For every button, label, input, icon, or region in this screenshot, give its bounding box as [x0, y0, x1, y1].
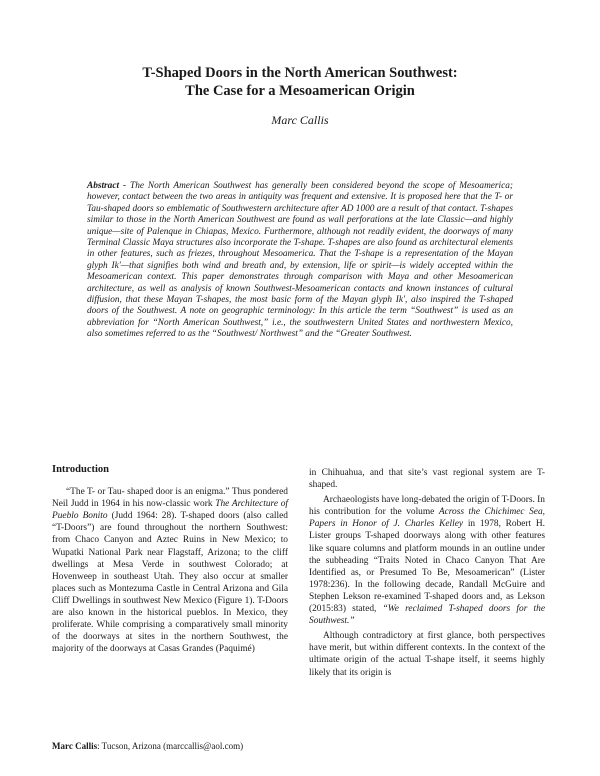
- abstract-label: Abstract -: [87, 181, 127, 191]
- abstract-body: The North American Southwest has generally been considered beyond the scope of Mesoamerica; however, contact between the two areas in antiquity was frequent and extensive. It is proposed here that the T- or Tau-shaped doors so emblematic of Southwestern architecture after AD 1000 are a result of that contact. T-shapes similar to those in the North American Southwest are found as wall perforations at the late Classic—and highly unique—site of Palenque in Chiapas, Mexico. Furthermore, although not readily evident, the doorways of many Terminal Classic Maya structures also incorporate the T-shape. T-shapes are also found as architectural elements in other features, such as friezes, throughout Mesoamerica. That the T-shape is a representation of the Mayan glyph Ik'—that signifies both wind and breath and, by extension, life or spirit—is widely accepted within the Mesoamerican context. This paper demonstrates through comparison with Maya and other Mesoamerican architecture, as well as analysis of known Southwest-Mesoamerican contacts and known instances of cultural diffusion, that these Mayan T-shapes, the most basic form of the Mayan glyph Ik', also inspired the T-shaped doors of the Southwest. A note on geographic terminology: In this article the term “Southwest” is used as an abbreviation for “North American Southwest,” i.e., the southwestern United States and northwestern Mexico, also sometimes referred to as the “Southwest/ Northwest” and the “Greater Southwest.: [87, 181, 513, 340]
- left-column: [52, 464, 288, 659]
- book-title: The Architecture of Pueblo Bonito: [52, 499, 288, 522]
- title-line-1: T-Shaped Doors in the North American Southwest:: [142, 65, 458, 81]
- paragraph: Although contradictory at first glance, both perspectives have merit, but within different contexts. In the context of the ultimate origin of the actual T-shape itself, it seems highly likely that its origin is: [309, 631, 545, 678]
- paragraph-text: “The T- or Tau- shaped door is an enigma.” Thus pondered Neil Judd in 1964 in his now-classic work: [52, 487, 288, 510]
- paragraph-text: (Judd 1964: 28). T-shaped doors (also called “T-Doors”) are found throughout the northern Southwest: from Chaco Canyon and Aztec Ruins in New Mexico; to Wupatki National Park near Flagstaff, Arizona; to the cliff dwellings at Mesa Verde in southwest Colorado; at Hovenweep in southeast Utah. They also occur at smaller places such as Montezuma Castle in Central Arizona and Gila Cliff Dwellings in southwest New Mexico (Figure 1). T-Doors are also known in the historical pueblos. In Mexico, they proliferate. While comprising a comparatively small minority of the doorways at sites in the northern Southwest, the majority of the doorways at Casas Grandes (Paquimé): [52, 511, 288, 655]
- quotation: “We reclaimed T-shaped doors for the Southwest.”: [309, 604, 545, 627]
- section-heading-introduction: Introduction: [52, 464, 109, 475]
- paragraph: [52, 486, 288, 655]
- footnote-affiliation: : Tucson, Arizona (marccallis@aol.com): [97, 741, 244, 751]
- author-name: Marc Callis: [271, 113, 329, 127]
- paper-title: [60, 64, 540, 100]
- abstract: [87, 181, 513, 341]
- author-footnote: [52, 741, 243, 751]
- paragraph: [309, 494, 545, 627]
- right-column: [309, 467, 545, 682]
- title-line-2: The Case for a Mesoamerican Origin: [185, 83, 415, 99]
- paragraph: in Chihuahua, and that site’s vast regional system are T-shaped.: [309, 468, 545, 491]
- volume-title: Across the Chichimec Sea, Papers in Honor of J. Charles Kelley: [309, 507, 545, 530]
- paragraph-text: in 1978, Robert H. Lister groups T-shaped doorways along with other features like square columns and platform mounds in an outline under the subheading “Traits Noted in Chaco Canyon That Are Identified as, or Presumed To Be, Mesoamerican” (Lister 1978:236). In the following decade, Randall McGuire and Stephen Lekson re-examined T-shaped doors and, as Lekson (2015:83) stated,: [309, 519, 545, 615]
- paragraph-text: Archaeologists have long-debated the origin of T-Doors. In his contribution for the volume: [309, 495, 545, 518]
- footnote-author: Marc Callis: [52, 741, 98, 751]
